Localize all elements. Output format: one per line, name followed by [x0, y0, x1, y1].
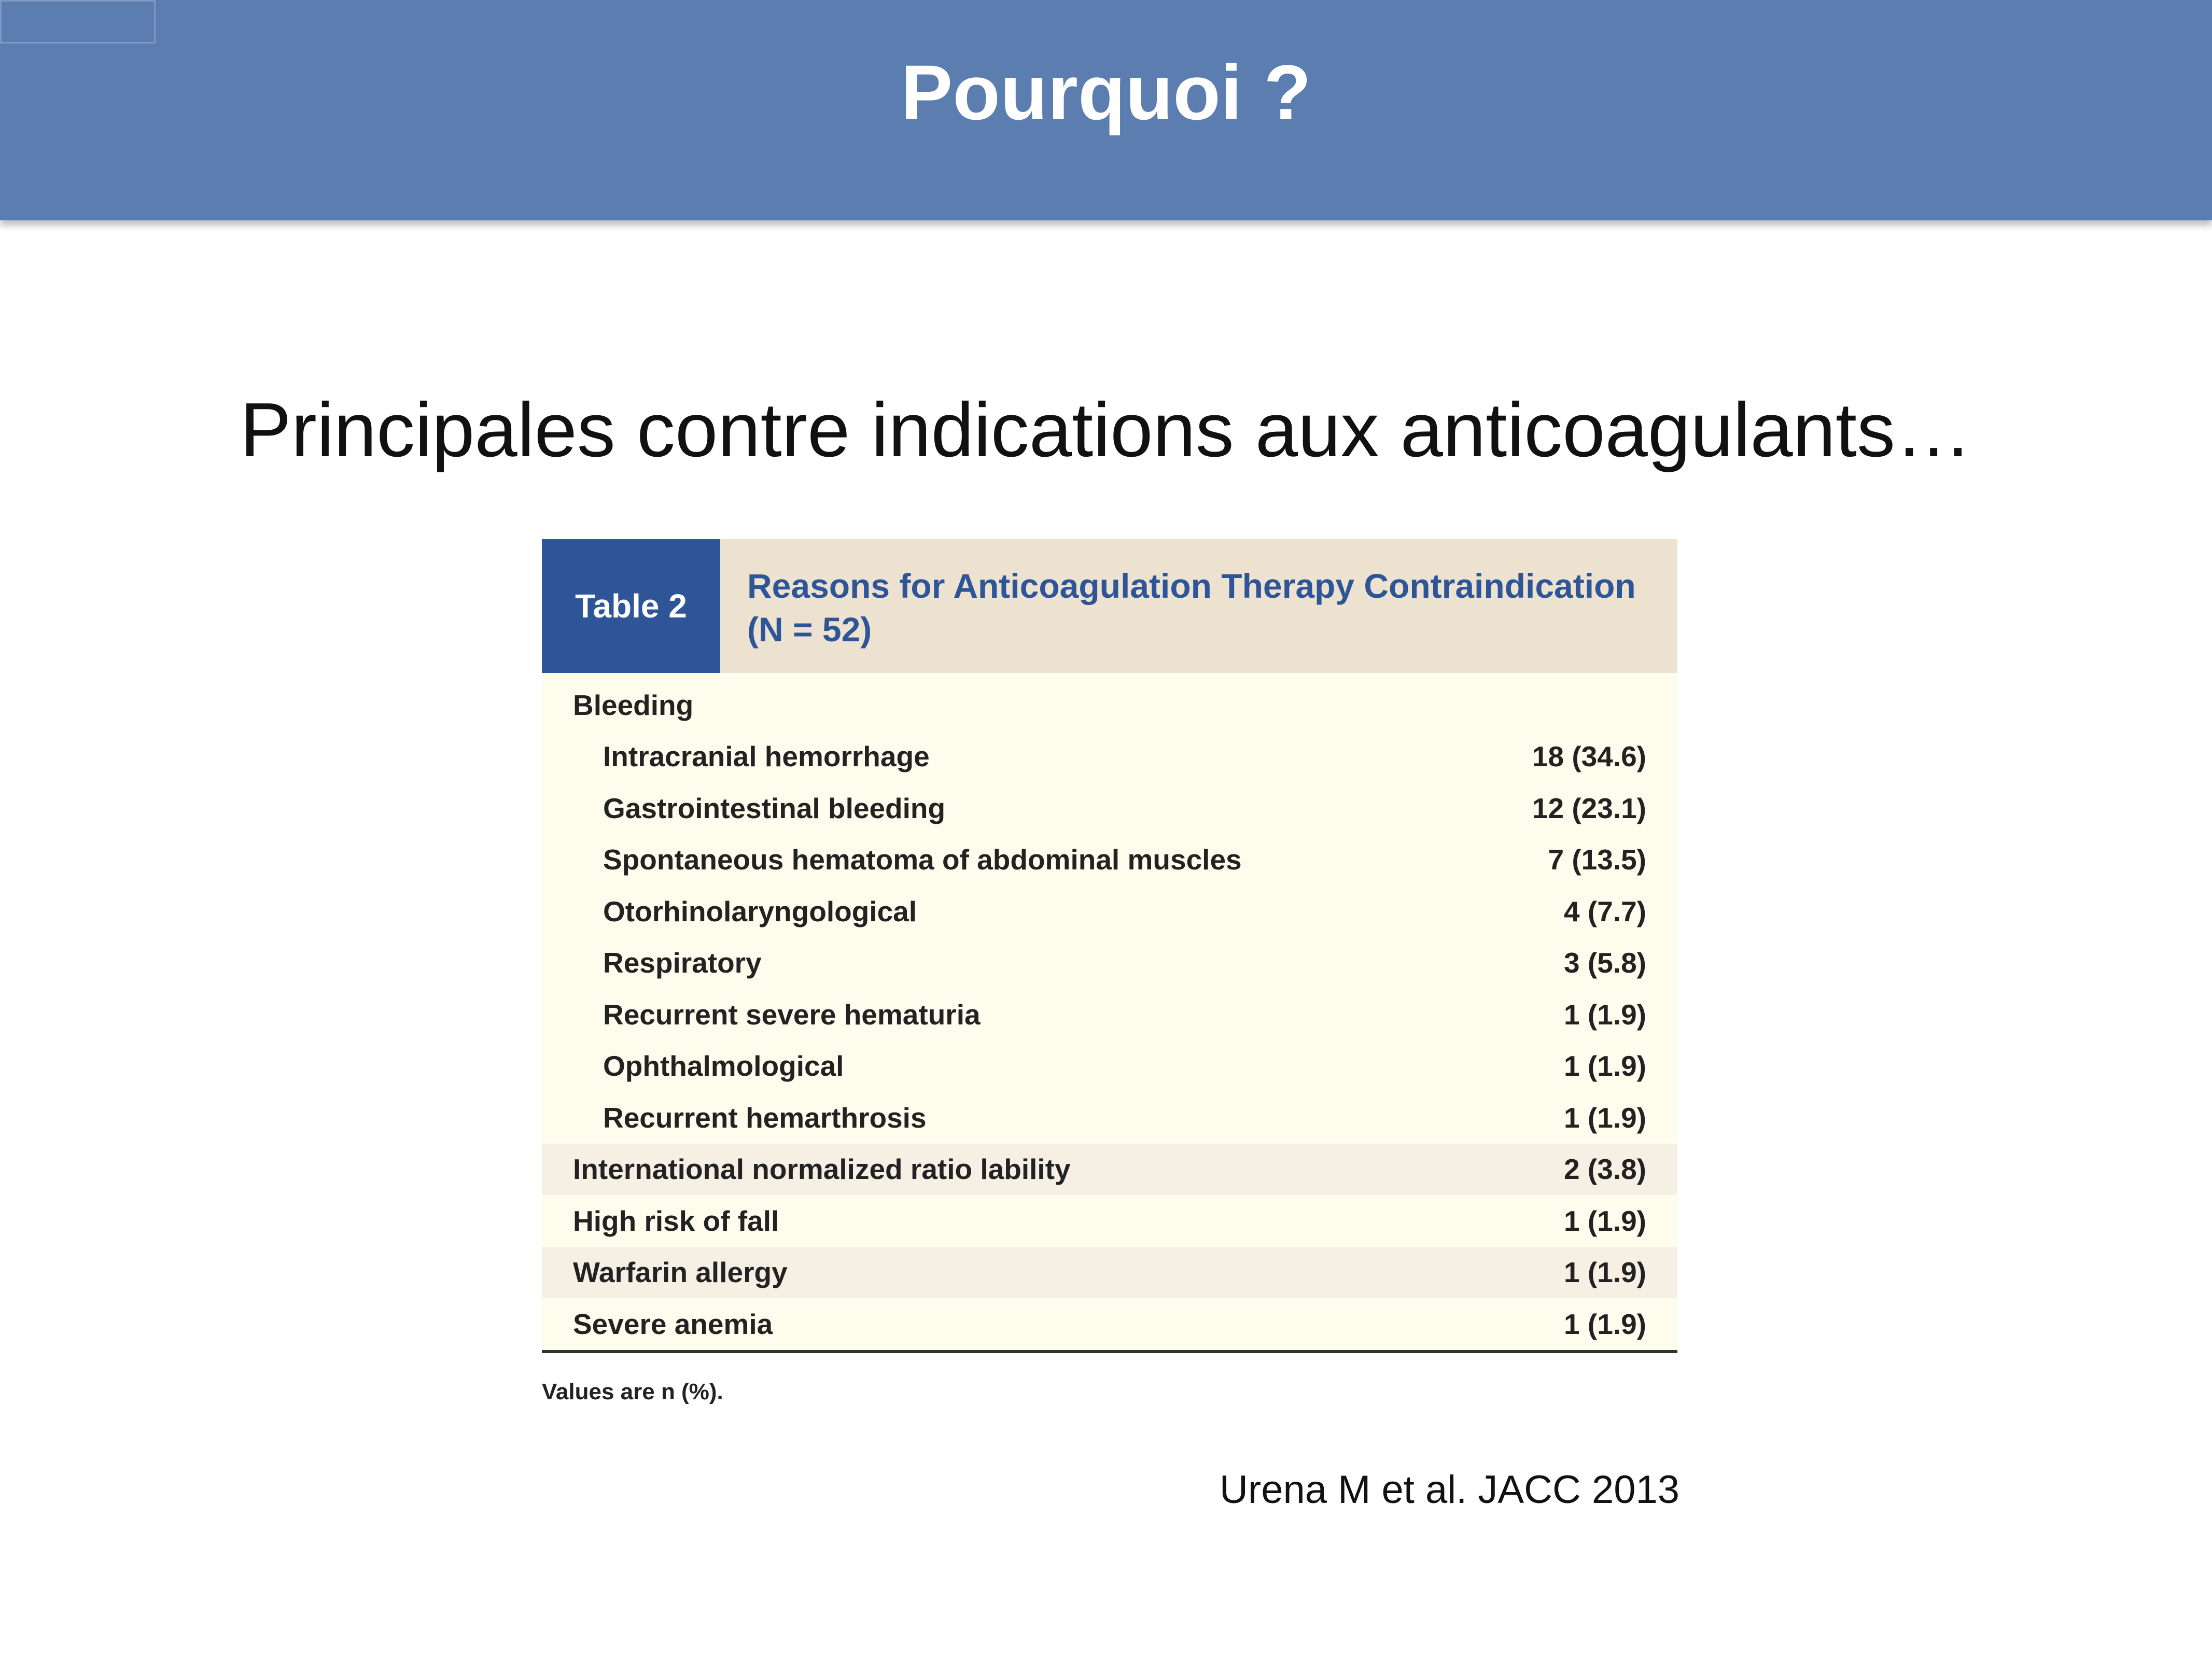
row-value: 12 (23.1) — [1532, 792, 1646, 824]
row-value: 3 (5.8) — [1564, 947, 1646, 979]
row-value: 1 (1.9) — [1564, 1204, 1646, 1237]
row-label: International normalized ratio lability — [573, 1153, 1071, 1186]
table-row — [542, 731, 1677, 783]
row-value: 1 (1.9) — [1564, 1050, 1646, 1082]
row-label: Warfarin allergy — [573, 1256, 788, 1289]
row-label: High risk of fall — [573, 1204, 779, 1237]
row-label: Respiratory — [603, 947, 762, 979]
row-value: 18 (34.6) — [1532, 740, 1646, 773]
table-row — [542, 1247, 1677, 1299]
row-value: 1 (1.9) — [1564, 1256, 1646, 1289]
row-label: Ophthalmological — [603, 1050, 844, 1082]
table-caption-line2: (N = 52) — [747, 610, 872, 649]
contraindication-table — [542, 539, 1677, 1405]
slide-title: Pourquoi ? — [901, 49, 1311, 136]
row-label: Otorhinolaryngological — [603, 895, 917, 927]
row-label: Intracranial hemorrhage — [603, 740, 930, 773]
table-row — [542, 885, 1677, 937]
table-header — [542, 539, 1677, 673]
row-value: 1 (1.9) — [1564, 998, 1646, 1031]
row-value: 1 (1.9) — [1564, 1101, 1646, 1134]
slide-subtitle: Principales contre indications aux anticoagulants… — [240, 387, 1972, 473]
row-label: Gastrointestinal bleeding — [603, 792, 946, 824]
table-bottom-rule — [542, 1350, 1677, 1353]
table-row — [542, 937, 1677, 989]
table-row — [542, 679, 1677, 731]
table-row — [542, 1144, 1677, 1196]
row-value: 7 (13.5) — [1548, 843, 1646, 876]
row-label: Recurrent severe hematuria — [603, 998, 981, 1031]
corner-frame — [0, 0, 156, 44]
table-label: Table 2 — [542, 539, 720, 673]
table-body — [542, 673, 1677, 1350]
table-row — [542, 1041, 1677, 1092]
table-row — [542, 782, 1677, 834]
table-row — [542, 1298, 1677, 1350]
table-row — [542, 834, 1677, 886]
row-label: Recurrent hemarthrosis — [603, 1101, 927, 1134]
row-value: 2 (3.8) — [1564, 1153, 1646, 1186]
table-row — [542, 1092, 1677, 1144]
table-caption — [720, 539, 1677, 673]
table-footnote: Values are n (%). — [542, 1379, 723, 1404]
table-row — [542, 1195, 1677, 1247]
row-value: 4 (7.7) — [1564, 895, 1646, 927]
citation: Urena M et al. JACC 2013 — [1220, 1468, 1680, 1512]
table-row — [542, 989, 1677, 1041]
row-label: Spontaneous hematoma of abdominal muscles — [603, 843, 1242, 876]
row-value: 1 (1.9) — [1564, 1307, 1646, 1340]
table-caption-line1: Reasons for Anticoagulation Therapy Contraindication — [747, 567, 1636, 605]
row-label: Bleeding — [573, 688, 694, 721]
row-label: Severe anemia — [573, 1307, 773, 1340]
